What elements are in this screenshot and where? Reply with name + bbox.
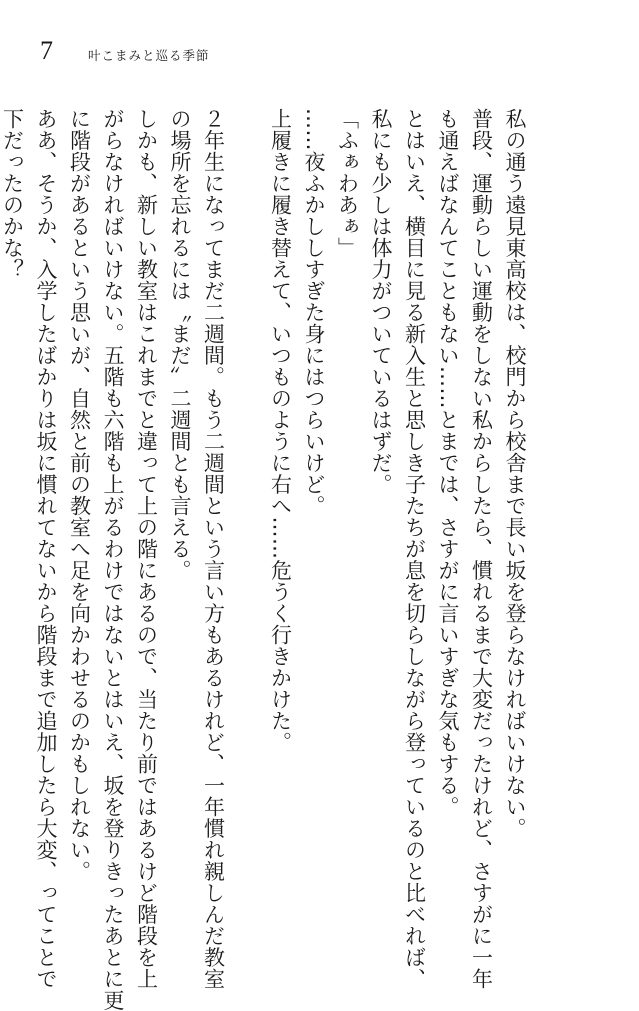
text-line: とはいえ、横目に見る新入生と思しき子たちが息を切らしながら登っているのと比べれば、: [402, 108, 427, 990]
text-line: しかも、新しい教室はこれまでと違って上の階にあるので、当たり前ではあるけど階段を上: [134, 108, 159, 990]
vertical-text-body: [0, 108, 531, 1011]
text-line: 普段、運動らしい運動をしない私からしたら、慣れるまで大変だったけれど、さすがに一年: [469, 108, 494, 990]
text-line: 「ふぁわあぁ」: [335, 108, 360, 259]
text-line: ああ、そうか、入学したばかりは坂に慣れてないから階段まで追加したら大変、ってことで: [34, 108, 58, 990]
text-line: も通えばなんてこともない……とまでは、さすがに言いすぎな気もする。: [436, 108, 460, 818]
text-line: 私の通う遠見東高校は、校門から校舎まで長い坂を登らなければいけない。: [503, 108, 527, 839]
text-line: に階段があるという思いが、自然と前の教室へ足を向かわせるのかもしれない。: [67, 108, 92, 882]
text-line: 上履きに履き替えて、いつものように右へ……危うく行きかけた。: [268, 108, 293, 753]
text-line: 私にも少しは体力がついているはずだ。: [369, 108, 393, 495]
text-line: ……夜ふかししすぎた身にはつらいけど。: [302, 108, 326, 517]
text-line: 下だったのかな？: [0, 108, 25, 280]
text-line: の場所を忘れるには〝まだ〟二週間とも言える。: [168, 108, 192, 581]
text-line: がらなければいけない。五階も六階も上がるわけではないとはいえ、坂を登りきったあとに更: [101, 108, 125, 1011]
running-head: 叶こまみと巡る季節: [88, 48, 210, 63]
text-line: ２年生になってまだ二週間。もう二週間という言い方もあるけれど、一年慣れ親しんだ教室: [201, 108, 226, 990]
page-number: 7: [40, 36, 53, 65]
